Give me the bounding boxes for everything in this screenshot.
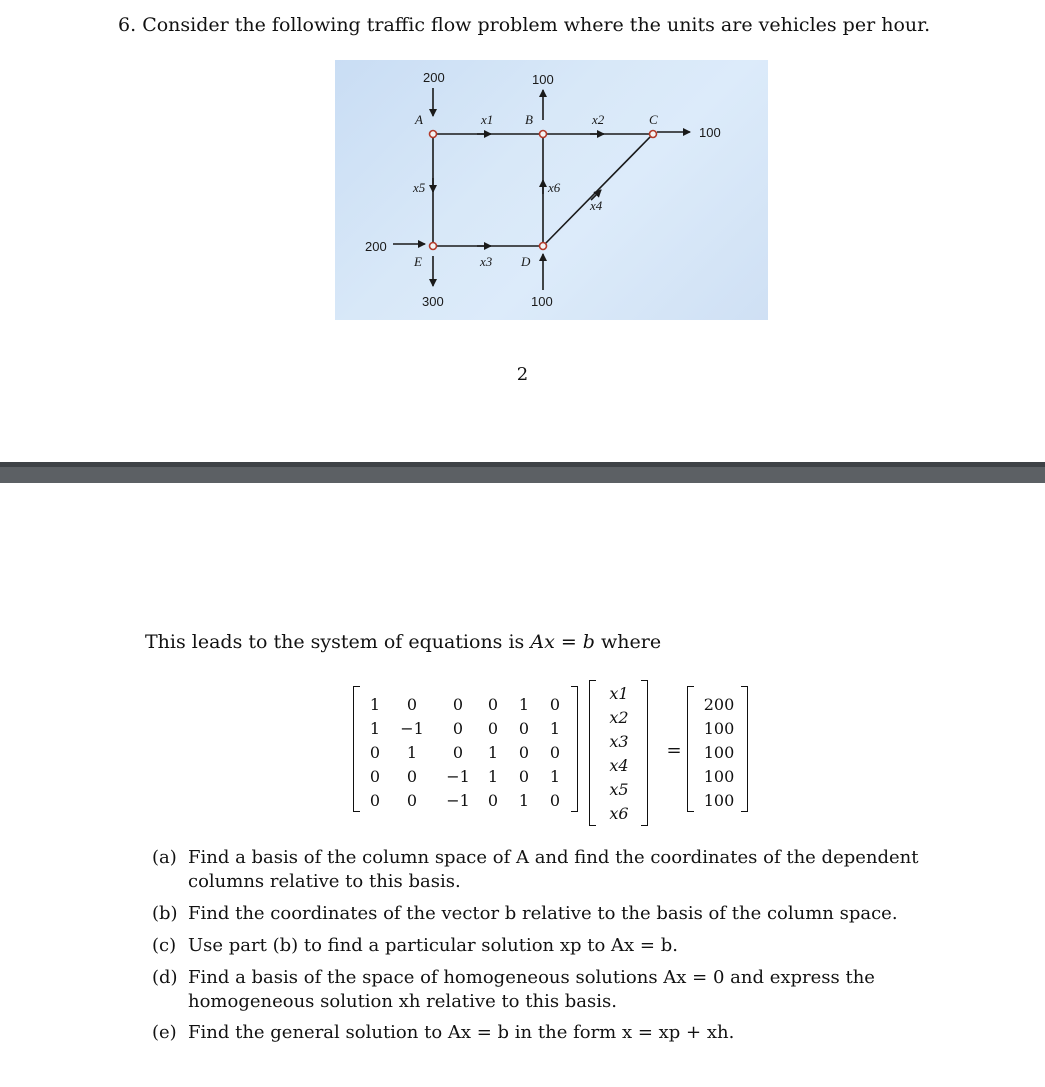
label-x1: x1 xyxy=(481,112,494,127)
traffic-flow-diagram xyxy=(335,60,768,320)
matrix-a-cell: 0 xyxy=(369,743,381,762)
node-b xyxy=(540,131,547,138)
page-number: 2 xyxy=(516,364,529,385)
label-node-c: C xyxy=(649,112,658,127)
node-c xyxy=(650,131,657,138)
vector-x-right-bracket xyxy=(641,680,648,826)
node-d xyxy=(540,243,547,250)
flow-a-in: 200 xyxy=(423,70,445,85)
question-e: (e) Find the general solution to Ax = b in the form x = xp + xh. xyxy=(152,1022,735,1043)
label-x6: x6 xyxy=(548,180,561,195)
matrix-a-cell: 0 xyxy=(549,791,561,810)
vector-x-entry: x1 xyxy=(609,684,629,703)
vector-b-entry: 100 xyxy=(703,719,735,738)
matrix-a-cell: 1 xyxy=(487,767,499,786)
matrix-a-cell: 0 xyxy=(406,695,418,714)
matrix-a-cell: 1 xyxy=(406,743,418,762)
label-x4: x4 xyxy=(590,198,603,213)
equals-sign: = xyxy=(666,740,682,761)
label-node-b: B xyxy=(525,112,533,127)
vector-x-entry: x3 xyxy=(609,732,629,751)
vector-b-left-bracket xyxy=(687,686,694,812)
matrix-a-cell: −1 xyxy=(400,719,424,738)
matrix-a-cell: 0 xyxy=(452,743,464,762)
vector-x-entry: x5 xyxy=(609,780,629,799)
flow-c-out: 100 xyxy=(699,125,721,140)
node-e xyxy=(430,243,437,250)
matrix-a-cell: 0 xyxy=(518,767,530,786)
label-x2: x2 xyxy=(592,112,605,127)
matrix-a-cell: 1 xyxy=(518,695,530,714)
vector-x-entry: x6 xyxy=(609,804,629,823)
matrix-a-cell: 1 xyxy=(549,767,561,786)
problem-number: 6. xyxy=(118,14,137,36)
matrix-a-cell: 0 xyxy=(487,695,499,714)
question-d: (d) Find a basis of the space of homogeneous solutions Ax = 0 and express the homogeneous solution xh relative to this basis. xyxy=(152,967,875,1012)
matrix-a-cell: 0 xyxy=(406,767,418,786)
vector-b-entry: 100 xyxy=(703,791,735,810)
system-intro: This leads to the system of equations is Ax = b where xyxy=(145,631,662,653)
matrix-a-cell: −1 xyxy=(446,791,470,810)
question-a: (a) Find a basis of the column space of A and find the coordinates of the dependent columns relative to this basis. xyxy=(152,847,919,892)
vector-b-entry: 200 xyxy=(703,695,735,714)
flow-b-out: 100 xyxy=(532,72,554,87)
page-divider xyxy=(0,462,1045,483)
flow-e-in: 200 xyxy=(365,239,387,254)
question-b: (b) Find the coordinates of the vector b relative to the basis of the column space. xyxy=(152,903,898,924)
matrix-a-cell: 0 xyxy=(452,695,464,714)
label-node-a: A xyxy=(415,112,423,127)
node-a xyxy=(430,131,437,138)
label-node-e: E xyxy=(414,254,422,269)
matrix-a-cell: 0 xyxy=(487,719,499,738)
label-node-d: D xyxy=(521,254,531,269)
vector-x-entry: x2 xyxy=(609,708,629,727)
matrix-a-cell: 0 xyxy=(518,719,530,738)
matrix-a-cell: 0 xyxy=(369,791,381,810)
matrix-a-right-bracket xyxy=(571,686,578,812)
matrix-a-cell: 0 xyxy=(452,719,464,738)
matrix-a-cell: 0 xyxy=(549,743,561,762)
matrix-a-cell: 0 xyxy=(487,791,499,810)
matrix-a-cell: 0 xyxy=(369,767,381,786)
flow-e-out: 300 xyxy=(422,294,444,309)
matrix-a-cell: −1 xyxy=(446,767,470,786)
problem-statement xyxy=(118,14,930,36)
matrix-a-cell: 1 xyxy=(487,743,499,762)
matrix-a-cell: 1 xyxy=(369,719,381,738)
vector-b-entry: 100 xyxy=(703,767,735,786)
vector-x-left-bracket xyxy=(589,680,596,826)
matrix-a-cell: 1 xyxy=(549,719,561,738)
label-x5: x5 xyxy=(413,180,426,195)
flow-d-in: 100 xyxy=(531,294,553,309)
matrix-a-left-bracket xyxy=(353,686,360,812)
problem-text: Consider the following traffic flow problem where the units are vehicles per hour. xyxy=(142,14,931,36)
label-x3: x3 xyxy=(480,254,493,269)
vector-x-entry: x4 xyxy=(609,756,629,775)
vector-b-entry: 100 xyxy=(703,743,735,762)
matrix-a-cell: 0 xyxy=(406,791,418,810)
matrix-a-cell: 1 xyxy=(369,695,381,714)
matrix-a-cell: 0 xyxy=(518,743,530,762)
question-c: (c) Use part (b) to find a particular solution xp to Ax = b. xyxy=(152,935,678,956)
matrix-a-cell: 1 xyxy=(518,791,530,810)
matrix-a-cell: 0 xyxy=(549,695,561,714)
vector-b-right-bracket xyxy=(741,686,748,812)
